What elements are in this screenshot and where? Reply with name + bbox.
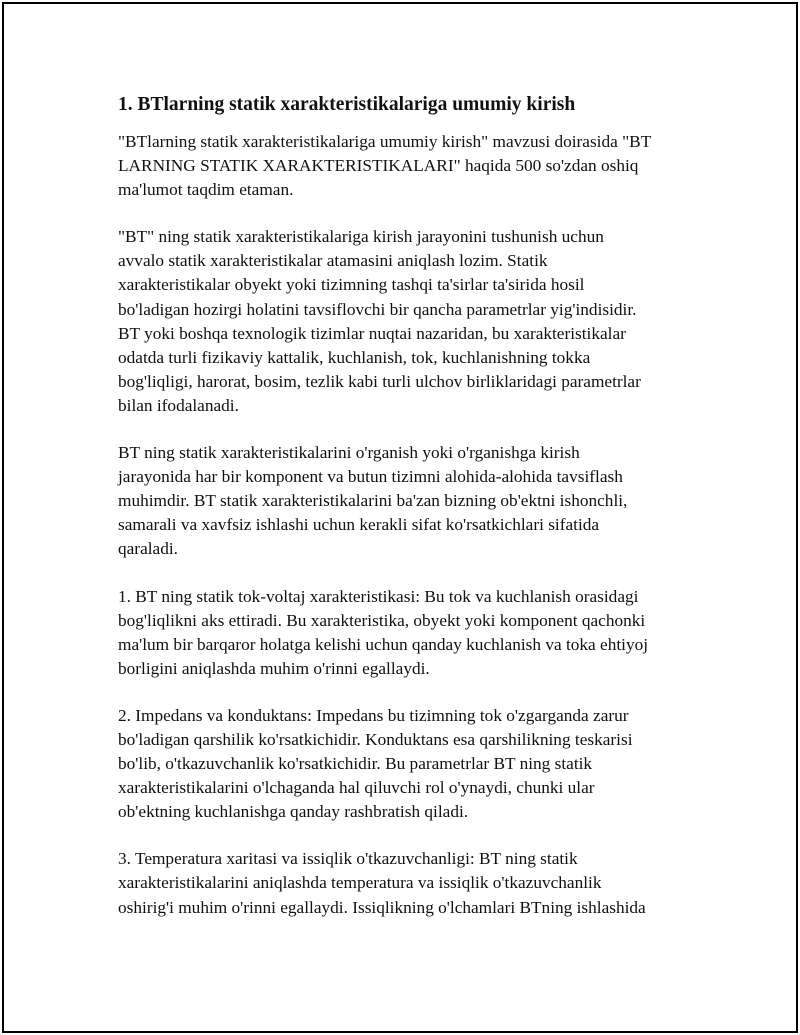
paragraph-line: ma'lum bir barqaror holatga kelishi uchun qanday kuchlanish va toka ehtiyoj (118, 634, 649, 654)
paragraph-line: bog'liqligi, harorat, bosim, tezlik kabi turli ulchov birliklaridagi parametrlar (118, 371, 641, 391)
paragraph-item-1 (118, 585, 698, 681)
paragraph-item-3 (118, 847, 698, 919)
paragraph-line: "BTlarning statik xarakteristikalariga umumiy kirish" mavzusi doirasida "BT (118, 132, 652, 151)
document-body (118, 92, 698, 943)
paragraph-line: 3. Temperatura xaritasi va issiqlik o'tkazuvchanligi: BT ning statik (118, 849, 578, 869)
paragraph-line: xarakteristikalar obyekt yoki tizimning tashqi ta'sirlar ta'sirida hosil (118, 275, 585, 295)
paragraph-line: ob'ektning kuchlanishga qanday rashbratish qiladi. (118, 802, 469, 822)
paragraph-line: oshirig'i muhim o'rinni egallaydi. Issiqlikning o'lchamlari BTning ishlashida (118, 897, 646, 917)
section-heading: 1. BTlarning statik xarakteristikalariga umumiy kirish (118, 94, 576, 115)
paragraph-line: "BT" ning statik xarakteristikalariga kirish jarayonini tushunish uchun (118, 227, 604, 247)
paragraph-line: xarakteristikalarini o'lchaganda hal qiluvchi rol o'ynaydi, chunki ular (118, 778, 595, 798)
paragraph-line: xarakteristikalarini aniqlashda temperatura va issiqlik o'tkazuvchanlik (118, 873, 602, 893)
paragraph-line: BT yoki boshqa texnologik tizimlar nuqtai nazaridan, bu xarakteristikalar (118, 323, 626, 343)
paragraph-definition (118, 225, 698, 418)
paragraph-line: LARNING STATIK XARAKTERISTIKALARI" haqida 500 so'zdan oshiq (118, 156, 639, 176)
paragraph-line: bo'lib, o'tkazuvchanlik ko'rsatkichidir. Bu parametrlar BT ning statik (118, 754, 593, 774)
paragraph-item-2 (118, 704, 698, 824)
paragraph-line: ma'lumot taqdim etaman. (118, 180, 294, 200)
paragraph-line: bo'ladigan hozirgi holatini tavsiflovchi bir qancha parametrlar yig'indisidir. (118, 299, 637, 319)
paragraph-line: bo'ladigan qarshilik ko'rsatkichidir. Konduktans esa qarshilikning teskarisi (118, 729, 633, 749)
paragraph-line: BT ning statik xarakteristikalarini o'rganish yoki o'rganishga kirish (118, 443, 580, 463)
paragraph-line: muhimdir. BT statik xarakteristikalarini ba'zan bizning ob'ektni ishonchli, (118, 491, 628, 511)
paragraph-line: jarayonida har bir komponent va butun tizimni alohida-alohida tavsiflash (118, 467, 623, 487)
paragraph-line: samarali va xavfsiz ishlashi uchun kerakli sifat ko'rsatkichlari sifatida (118, 515, 600, 535)
paragraph-line: borligini aniqlashda muhim o'rinni egallaydi. (118, 658, 430, 678)
paragraph-line: odatda turli fizikaviy kattalik, kuchlanish, tok, kuchlanishning tokka (118, 347, 591, 367)
paragraph-line: bog'liqlikni aks ettiradi. Bu xarakteristika, obyekt yoki komponent qachonki (118, 610, 646, 630)
paragraph-study (118, 441, 698, 561)
paragraph-intro (118, 130, 698, 202)
paragraph-line: 1. BT ning statik tok-voltaj xarakteristikasi: Bu tok va kuchlanish orasidagi (118, 586, 639, 606)
paragraph-line: bilan ifodalanadi. (118, 395, 239, 415)
paragraph-line: 2. Impedans va konduktans: Impedans bu tizimning tok o'zgarganda zarur (118, 705, 629, 725)
paragraph-line: avvalo statik xarakteristikalar atamasini aniqlash lozim. Statik (118, 251, 548, 271)
paragraph-line: qaraladi. (118, 539, 178, 559)
